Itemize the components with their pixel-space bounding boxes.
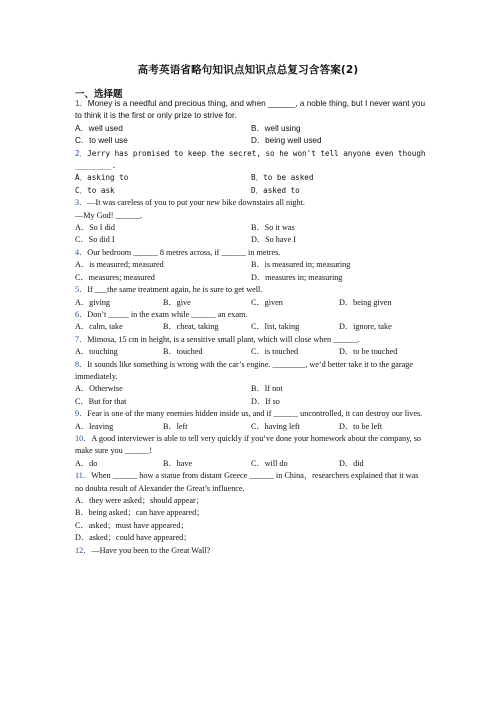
- question-text: When ______ how a statue from distant Greece ______ in China，researchers explained that it was no doubta result of Alexander the Great’s influence.: [75, 471, 419, 493]
- question-number: 11．: [75, 471, 92, 481]
- answer-option[interactable]: D．did: [339, 458, 364, 468]
- answer-option[interactable]: C．But for that: [75, 396, 127, 406]
- question-stem: [75, 98, 427, 123]
- option-group: [75, 321, 427, 333]
- answer-option[interactable]: C．measures; measured: [75, 272, 155, 282]
- question-list: [75, 98, 427, 557]
- option-group: [75, 383, 427, 408]
- answer-option[interactable]: B．give: [163, 297, 191, 307]
- answer-option[interactable]: C．asked；must have appeared；: [75, 520, 189, 530]
- question-text: —It was careless of you to put your new bike downstairs all night.: [87, 198, 305, 208]
- answer-option[interactable]: C．list, taking: [251, 322, 300, 332]
- option-group: [75, 297, 427, 309]
- answer-option[interactable]: A．Otherwise: [75, 384, 123, 394]
- question-number: 8．: [75, 359, 88, 369]
- question-number: 7．: [75, 334, 88, 344]
- answer-option[interactable]: B．is measured in; measuring: [251, 260, 351, 270]
- answer-option[interactable]: A．So I did: [75, 223, 116, 233]
- question-stem: [75, 359, 427, 384]
- answer-option[interactable]: C．will do: [251, 458, 288, 468]
- question-item: [75, 408, 427, 433]
- question-item: [75, 359, 427, 409]
- answer-option[interactable]: A．asking to: [75, 173, 129, 183]
- question-item: [75, 545, 427, 557]
- question-number: 10．: [75, 433, 92, 443]
- answer-option[interactable]: B．cheat, taking: [163, 322, 219, 332]
- question-stem: [75, 247, 427, 259]
- document-title: 高考英语省略句知识点知识点总复习含答案(2): [137, 64, 359, 76]
- question-number: 9．: [75, 409, 88, 419]
- question-item: [75, 284, 427, 309]
- answer-option[interactable]: A．do: [75, 458, 98, 468]
- option-group: [75, 346, 427, 358]
- answer-option[interactable]: D．So have I: [251, 235, 297, 245]
- answer-option[interactable]: B．If not: [251, 384, 283, 394]
- question-item: [75, 470, 427, 544]
- answer-option[interactable]: D．ignore, take: [339, 322, 392, 332]
- answer-option[interactable]: B．left: [163, 421, 188, 431]
- question-item: [75, 197, 427, 247]
- answer-option[interactable]: C．to well use: [75, 136, 128, 146]
- answer-option[interactable]: D．asked to: [251, 185, 300, 195]
- answer-option[interactable]: B．So it was: [251, 223, 295, 233]
- answer-option[interactable]: C．to ask: [75, 185, 115, 195]
- question-text: —Have you been to the Great Wall?: [91, 545, 211, 555]
- question-stem: [75, 309, 427, 321]
- option-group: [75, 259, 427, 284]
- answer-option[interactable]: D．If so: [251, 396, 280, 406]
- answer-option[interactable]: A．well used: [75, 123, 123, 133]
- answer-option[interactable]: C．is touched: [251, 347, 299, 357]
- answer-option[interactable]: D．being given: [339, 297, 392, 307]
- section-heading: 一、选择题: [75, 89, 123, 100]
- question-stem: [75, 408, 427, 420]
- answer-option[interactable]: A．they were asked；should appear；: [75, 496, 204, 505]
- answer-option[interactable]: D．to be left: [339, 421, 383, 431]
- question-text: It sounds like something is wrong with the car’s engine. ________, we’d better take it to the garage immediately.: [75, 359, 413, 381]
- question-stem: [75, 433, 427, 458]
- question-stem: [75, 545, 427, 557]
- option-group: [75, 123, 427, 148]
- answer-option[interactable]: B．being asked；can have appeared；: [75, 508, 205, 518]
- answer-option[interactable]: C．having left: [251, 421, 300, 431]
- question-text: Our bedroom ______ 8 metres across, if ______ in metres.: [87, 247, 281, 257]
- question-number: 3．: [75, 198, 88, 208]
- question-number: 5．: [75, 285, 88, 295]
- question-item: [75, 247, 427, 284]
- option-group: [75, 222, 427, 247]
- question-item: [75, 98, 427, 148]
- question-stem: [75, 197, 427, 222]
- question-stem: [75, 284, 427, 296]
- question-item: [75, 334, 427, 359]
- option-group: [75, 172, 427, 197]
- question-text: A good interviewer is able to tell very quickly if you’ve done your homework about the company, so make sure you ______!: [75, 433, 422, 456]
- answer-option[interactable]: A．touching: [75, 347, 118, 357]
- question-number: 1．: [75, 99, 88, 108]
- answer-option[interactable]: A．leaving: [75, 421, 114, 431]
- answer-option[interactable]: D．to be touched: [339, 347, 398, 357]
- answer-option[interactable]: B．touched: [163, 347, 203, 357]
- answer-option[interactable]: B．well using: [251, 123, 301, 133]
- answer-option[interactable]: A．calm, take: [75, 322, 123, 332]
- question-item: [75, 433, 427, 470]
- question-number: 2．: [75, 148, 88, 158]
- question-text: Fear is one of the many enemies hidden inside us, and if ______ uncontrolled, it can destroy our lives.: [87, 409, 423, 419]
- answer-option[interactable]: B．have: [163, 458, 193, 468]
- question-text: —My God! ______.: [75, 210, 143, 220]
- answer-option[interactable]: C．So did I: [75, 235, 115, 245]
- answer-option[interactable]: A．giving: [75, 297, 111, 307]
- answer-option[interactable]: C．given: [251, 297, 283, 307]
- question-number: 4．: [75, 247, 88, 257]
- answer-option[interactable]: D．measures in; measuring: [251, 272, 343, 282]
- option-group: [75, 495, 427, 545]
- question-item: [75, 309, 427, 334]
- question-stem: [75, 334, 427, 346]
- option-group: [75, 458, 427, 470]
- answer-option[interactable]: D．asked；could have appeared；: [75, 533, 192, 543]
- question-item: [75, 148, 427, 198]
- question-text: Mimosa, 15 cm in height, is a sensitive small plant, which will close when ______.: [87, 334, 360, 344]
- question-number: 12．: [75, 545, 92, 555]
- question-number: 6．: [75, 309, 88, 319]
- question-text: If ___the same treatment again, he is sure to get well.: [87, 285, 263, 295]
- answer-option[interactable]: D．being well used: [251, 136, 322, 146]
- question-text: Don’t _____ in the exam while ______ an exam.: [87, 309, 248, 319]
- answer-option[interactable]: B．to be asked: [251, 173, 314, 183]
- question-stem: [75, 148, 427, 173]
- answer-option[interactable]: A．is measured; measured: [75, 260, 164, 270]
- option-group: [75, 421, 427, 433]
- question-text: Jerry has promised to keep the secret, so he won't tell anyone even though ________.: [75, 148, 426, 171]
- question-text: Money is a needful and precious thing, and when ______, a noble thing, but I never want you to think it is the first or only prize to strive for.: [75, 99, 426, 121]
- question-stem: [75, 470, 427, 495]
